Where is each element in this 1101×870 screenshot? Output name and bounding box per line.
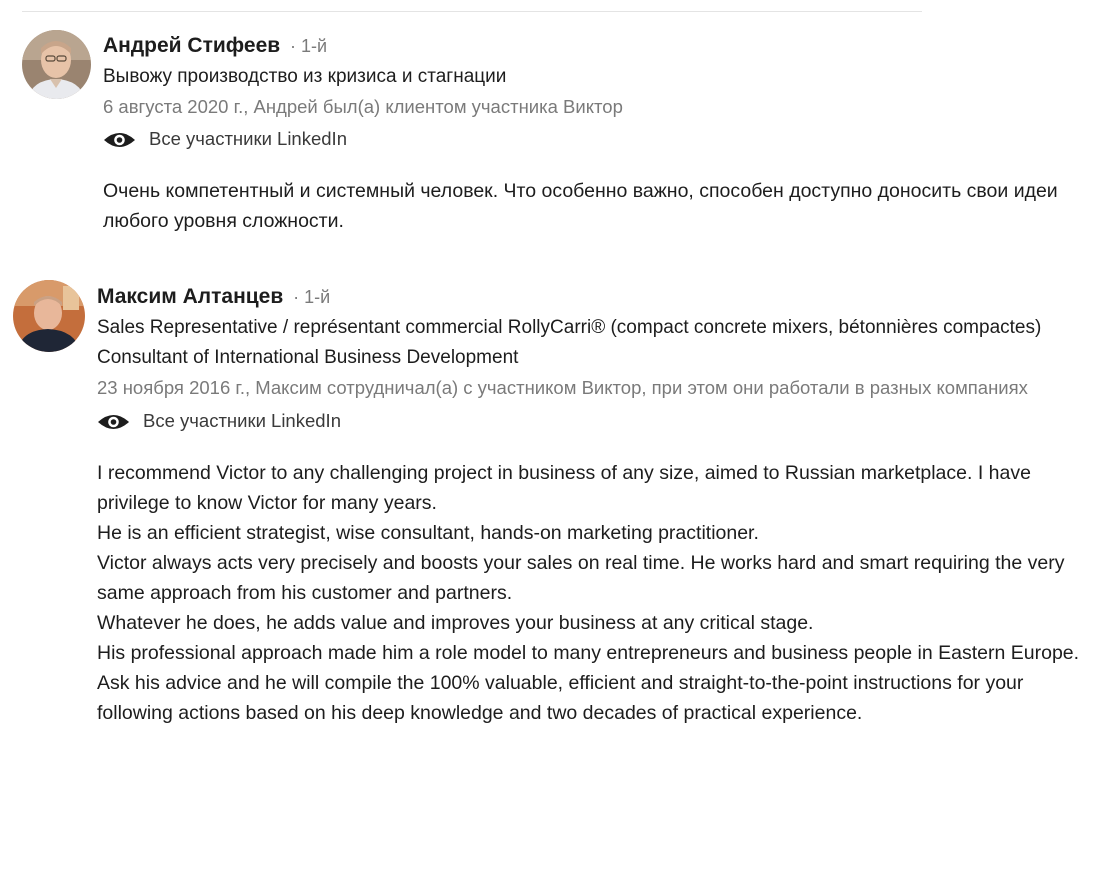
recommender-name-line [97,283,1097,311]
eye-icon [97,412,130,432]
recommender-name-line [103,32,1083,60]
visibility-label: Все участники LinkedIn [143,410,341,431]
recommendation-paragraph: He is an efficient strategist, wise consultant, hands-on marketing practitioner. [97,522,759,544]
recommendation-paragraph: Victor always acts very precisely and boosts your sales on real time. He works hard and smart requiring the very same approach from his customer and partners. [97,552,1065,604]
recommendation-paragraph: Очень компетентный и системный человек. Что особенно важно, способен доступно доносить свои идеи любого уровня сложности. [103,180,1058,232]
recommendation-paragraph: Ask his advice and he will compile the 100% valuable, efficient and straight-to-the-point instructions for your following actions based on his deep knowledge and two decades of practical experience. [97,672,1024,724]
visibility-row [103,124,1083,154]
visibility-row [97,406,1097,436]
eye-icon [103,130,136,150]
recommendation-paragraph: His professional approach made him a role model to many entrepreneurs and business people in Eastern Europe. [97,642,1080,664]
recommendation-meta: 23 ноября 2016 г., Максим сотрудничал(а) с участником Виктор, при этом они работали в разных компаниях [97,377,1028,398]
recommendation-text [97,458,1092,728]
recommender-headline: Вывожу производство из кризиса и стагнации [103,66,507,87]
avatar-photo-icon [22,30,91,99]
recommendation-text [103,176,1063,236]
connection-degree: · 1-й [293,287,331,307]
recommender-headline: Sales Representative / représentant commercial RollyCarri® (compact concrete mixers, bétonnières compactes) Consultant of International Business Development [97,317,1042,368]
recommendation-item [0,0,1101,250]
recommendation-item [0,250,1101,810]
recommendation-paragraph: Whatever he does, he adds value and improves your business at any critical stage. [97,612,814,634]
recommendation-meta: 6 августа 2020 г., Андрей был(а) клиентом участника Виктор [103,96,623,117]
connection-degree: · 1-й [290,36,328,56]
avatar[interactable] [22,30,91,99]
avatar[interactable] [13,280,85,352]
avatar-photo-icon [13,280,85,352]
recommender-name[interactable]: Максим Алтанцев [97,285,284,308]
visibility-label: Все участники LinkedIn [149,128,347,149]
recommendation-paragraph: I recommend Victor to any challenging project in business of any size, aimed to Russian marketplace. I have privilege to know Victor for many years. [97,462,1031,514]
recommender-name[interactable]: Андрей Стифеев [103,34,281,57]
